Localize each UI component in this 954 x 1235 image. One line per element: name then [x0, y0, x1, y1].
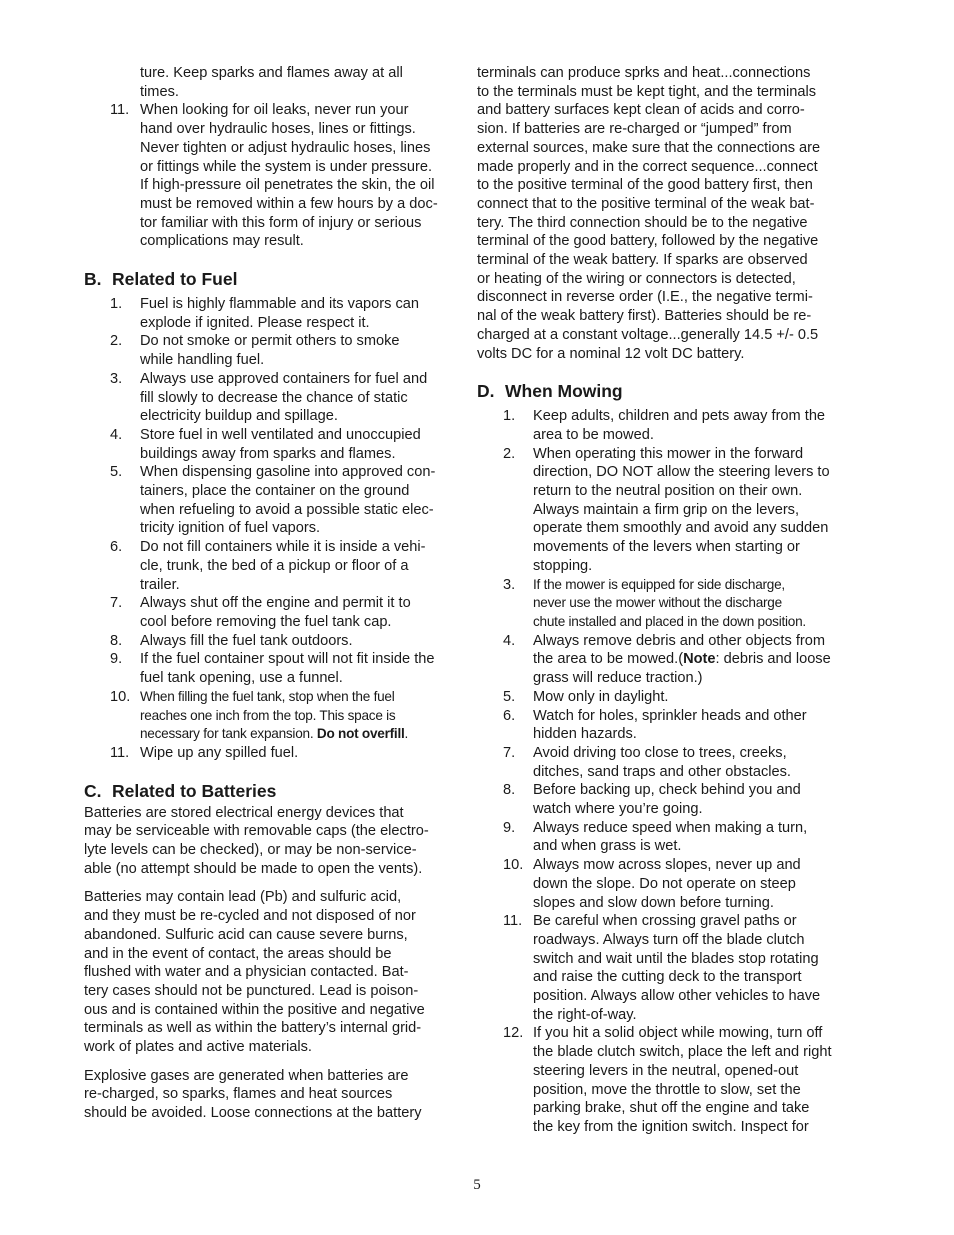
- section-heading-fuel: B. Related to Fuel: [84, 269, 238, 290]
- list-item: 8. Always fill the fuel tank outdoors.: [110, 632, 353, 649]
- list-item: 5. When dispensing gasoline into approved con- tainers, place the container on the ground when refueling to avoid a possible static elec- tricity ignition of fuel vapors.: [110, 464, 436, 537]
- list-item: 11. Be careful when crossing gravel paths or roadways. Always turn off the blade clutch switch and wait until the blades stop rotating and raise the cutting deck to the transport position. Always allow other vehicles to have the right-of-way.: [503, 913, 821, 1023]
- list-item: 9. If the fuel container spout will not fit inside the fuel tank opening, use a funnel.: [110, 651, 435, 687]
- section-heading-batteries: C. Related to Batteries: [84, 780, 277, 801]
- list-item: 9. Always reduce speed when making a turn, and when grass is wet.: [503, 819, 808, 855]
- carryover-list: [84, 101, 452, 251]
- mowing-list: [477, 407, 845, 1136]
- page-number: 5: [473, 1177, 481, 1193]
- list-item: 1. Fuel is highly flammable and its vapors can explode if ignited. Please respect it.: [110, 296, 420, 331]
- list-item: 10. Always mow across slopes, never up and down the slope. Do not operate on steep slopes and slow down before turning.: [503, 857, 801, 911]
- fuel-list: [84, 295, 452, 763]
- right-column: [477, 64, 845, 1137]
- note-emphasis: Note: [683, 651, 716, 668]
- list-item: 6. Do not fill containers while it is inside a vehi- cle, trunk, the bed of a pickup or floor of a trailer.: [110, 539, 426, 593]
- list-item: 7. Always shut off the engine and permit it to cool before removing the fuel tank cap.: [110, 595, 411, 630]
- carryover-text: ture. Keep sparks and flames away at all times.: [140, 65, 403, 100]
- list-item: 1. Keep adults, children and pets away from the area to be mowed.: [503, 408, 826, 443]
- list-item: 3. Always use approved containers for fuel and fill slowly to decrease the chance of static electricity buildup and spillage.: [110, 370, 428, 425]
- list-item: 2. When operating this mower in the forward direction, DO NOT allow the steering levers to return to the neutral position on their own. Always maintain a firm grip on the levers, operate them smoothly and avoid any sudden movements of the levers when starting or stopping.: [503, 445, 830, 574]
- list-item: 11. When looking for oil leaks, never run your hand over hydraulic hoses, lines or fittings. Never tighten or adjust hydraulic hoses, lines or fittings while the system is under pressure. If high-pressure oil penetrates the skin, the oil must be removed within a few hours by a doc- tor familiar with this form of injury or serious complications may result.: [110, 102, 438, 250]
- section-heading-mowing: D. When Mowing: [477, 381, 623, 402]
- batteries-paragraph-continued: terminals can produce sprks and heat...connections to the terminals must be kept tight, and the terminals and battery surfaces kept clean of acids and corro- sion. If batteries are re-charged or “jumped” from external sources, make sure that the connections are made properly and in the correct sequence...connect to the positive terminal of the good battery first, then connect that to the positive terminal of the weak bat- tery. The third connection should be to the negative terminal of the good battery, followed by the negative terminal of the weak battery. If sparks are observed or heating of the wiring or connectors is detected, disconnect in reverse order (I.E., the negative termi- nal of the weak battery first). Batteries should be re- charged at a constant voltage...generally 14.5 +/- 0.5 volts DC for a nominal 12 volt DC battery.: [477, 65, 821, 362]
- list-item: 5. Mow only in daylight.: [503, 688, 669, 705]
- do-not-overfill-emphasis: Do not overfill: [316, 726, 405, 742]
- batteries-paragraph-1: Batteries are stored electrical energy devices that may be serviceable with removable caps (the electro- lyte levels can be checked), or may be non-service- able (no attempt should be made to open the vents).: [84, 804, 429, 877]
- batteries-paragraph-2: Batteries may contain lead (Pb) and sulfuric acid, and they must be re-cycled and not disposed of nor abandoned. Sulfuric acid can cause severe burns, and in the event of contact, the areas should be flushed with water and a physician contacted. Bat- tery cases should not be punctured. Lead is poison- ous and is contained within the positive and negative terminals as well as within the battery’s internal grid- work of plates and active materials.: [84, 889, 425, 1056]
- list-item: 3. If the mower is equipped for side discharge, never use the mower without the discharge chute installed and placed in the down position.: [503, 576, 806, 629]
- list-item: 4. Always remove debris and other objects from the area to be mowed.(Note: debris and loose grass will reduce traction.): [503, 632, 831, 687]
- batteries-paragraph-3: Explosive gases are generated when batteries are re-charged, so sparks, flames and heat sources should be avoided. Loose connections at the battery: [84, 1067, 422, 1122]
- list-item: 12. If you hit a solid object while mowing, turn off the blade clutch switch, place the left and right steering levers in the neutral, opened-out position, move the throttle to slow, set the parking brake, shut off the engine and take the key from the ignition switch. Inspect for: [503, 1025, 832, 1135]
- list-item: 4. Store fuel in well ventilated and unoccupied buildings away from sparks and flames.: [110, 426, 421, 462]
- list-item: 10. When filling the fuel tank, stop when the fuel reaches one inch from the top. This space is necessary for tank expansion. Do not overfill.: [110, 688, 409, 742]
- left-column: [84, 64, 452, 1123]
- list-item: 7. Avoid driving too close to trees, creeks, ditches, sand traps and other obstacles.: [503, 744, 791, 780]
- list-item: 2. Do not smoke or permit others to smoke while handling fuel.: [110, 333, 400, 369]
- list-item: 11. Wipe up any spilled fuel.: [110, 744, 299, 761]
- list-item: 6. Watch for holes, sprinkler heads and other hidden hazards.: [503, 707, 807, 743]
- list-item: 8. Before backing up, check behind you and watch where you’re going.: [503, 782, 801, 818]
